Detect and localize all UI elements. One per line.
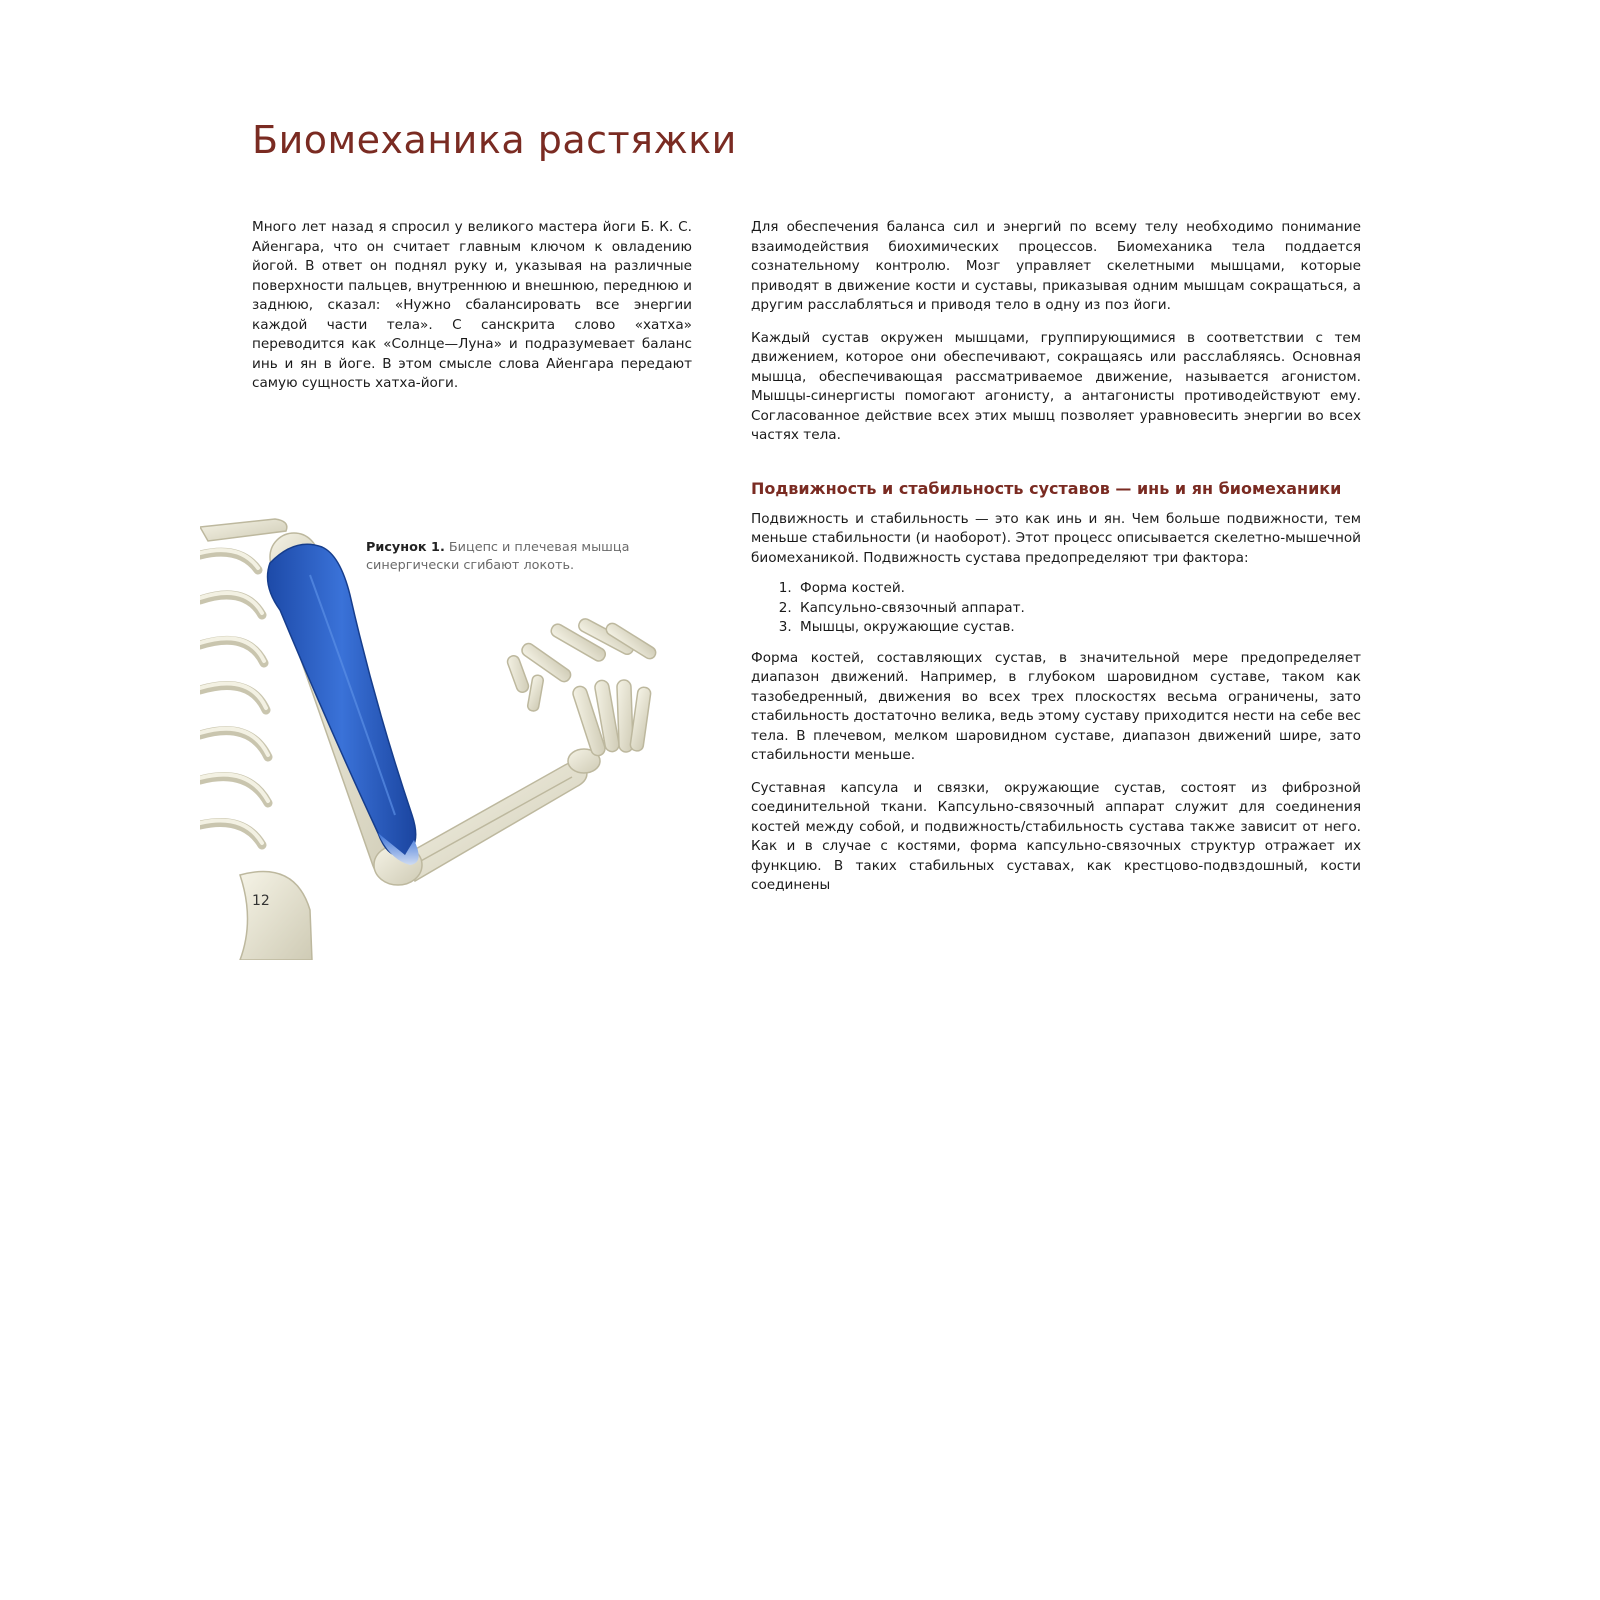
factor-list [751, 579, 1361, 638]
list-item: 2. Капсульно-связочный аппарат. [796, 599, 1361, 619]
hand-bones [506, 617, 658, 773]
section-heading: Подвижность и стабильность суставов — инь и ян биомеханики [751, 478, 1342, 498]
skeleton-arm-illustration [200, 515, 690, 960]
page-number: 12 [252, 893, 270, 909]
figure-caption-text: Бицепс и плечевая мышца синергически сгибают локоть. [366, 540, 630, 573]
figure-label: Рисунок 1. [366, 540, 445, 555]
clavicle [200, 519, 287, 541]
section-intro: Подвижность и стабильность — это как инь и ян. Чем больше подвижности, тем меньше стабильности (и наоборот). Этот процесс описывается скелетно-мышечной биомеханикой. Подвижность сустава предопределяют три фактора: [751, 510, 1361, 566]
body-paragraph: Для обеспечения баланса сил и энергий по всему телу необходимо понимание взаимодействия биохимических процессов. Биомеханика тела поддается сознательному контролю. Мозг управляет скелетными мышцами, которые приводят в движение кости и суставы, приказывая одним мышцам сокращаться, а другим расслабляться и приводя тело в одну из поз йоги. [751, 219, 1361, 313]
body-paragraph: Суставная капсула и связки, окружающие сустав, состоят из фиброзной соединительной ткани. Капсульно-связочный аппарат служит для соединения костей между собой, и подвижность/стабильность сустава также зависит от него. Как и в случае с костями, форма капсульно-связочных структур отражает их функцию. В таких стабильных суставах, как крестцово-подвздошный, кости соединены [751, 779, 1361, 893]
pelvis [240, 872, 312, 960]
intro-paragraph: Много лет назад я спросил у великого мастера йоги Б. К. С. Айенгара, что он считает главным ключом к овладению йогой. В ответ он поднял руку и, указывая на различные поверхности пальцев, внутреннюю и внешнюю, переднюю и заднюю, сказал: «Нужно сбалансировать все энергии каждой части тела». С санскрита слово «хатха» переводится как «Солнце—Луна» и подразумевает баланс инь и ян в йоге. В этом смысле слова Айенгара передают самую сущность хатха-йоги. [252, 219, 692, 391]
body-paragraph: Каждый сустав окружен мышцами, группирующимися в соответствии с тем движением, которое они обеспечивают, сокращаясь или расслабляясь. Основная мышца, обеспечивающая рассматриваемое движение, называется агонистом. Мышцы-синергисты помогают агонисту, а антагонисты противодействуют ему. Согласованное действие всех этих мышц позволяет уравновесить энергии во всех частях тела. [751, 329, 1361, 443]
right-column [751, 218, 1361, 896]
left-column [252, 218, 692, 394]
figure-illustration [200, 515, 690, 960]
forearm-bones [405, 762, 587, 881]
page-title: Биомеханика растяжки [252, 118, 737, 162]
list-item: 3. Мышцы, окружающие сустав. [796, 618, 1361, 638]
figure-caption [366, 539, 646, 575]
body-paragraph: Форма костей, составляющих сустав, в значительной мере предопределяет диапазон движений. Например, в глубоком шаровидном суставе, таком как тазобедренный, движения во всех трех плоскостях весьма ограничены, зато стабильность достаточно велика, ведь этому суставу приходится нести на себе вес тела. В плечевом, мелком шаровидном суставе, диапазон движений шире, зато стабильности меньше. [751, 649, 1361, 763]
list-item: 1. Форма костей. [796, 579, 1361, 599]
